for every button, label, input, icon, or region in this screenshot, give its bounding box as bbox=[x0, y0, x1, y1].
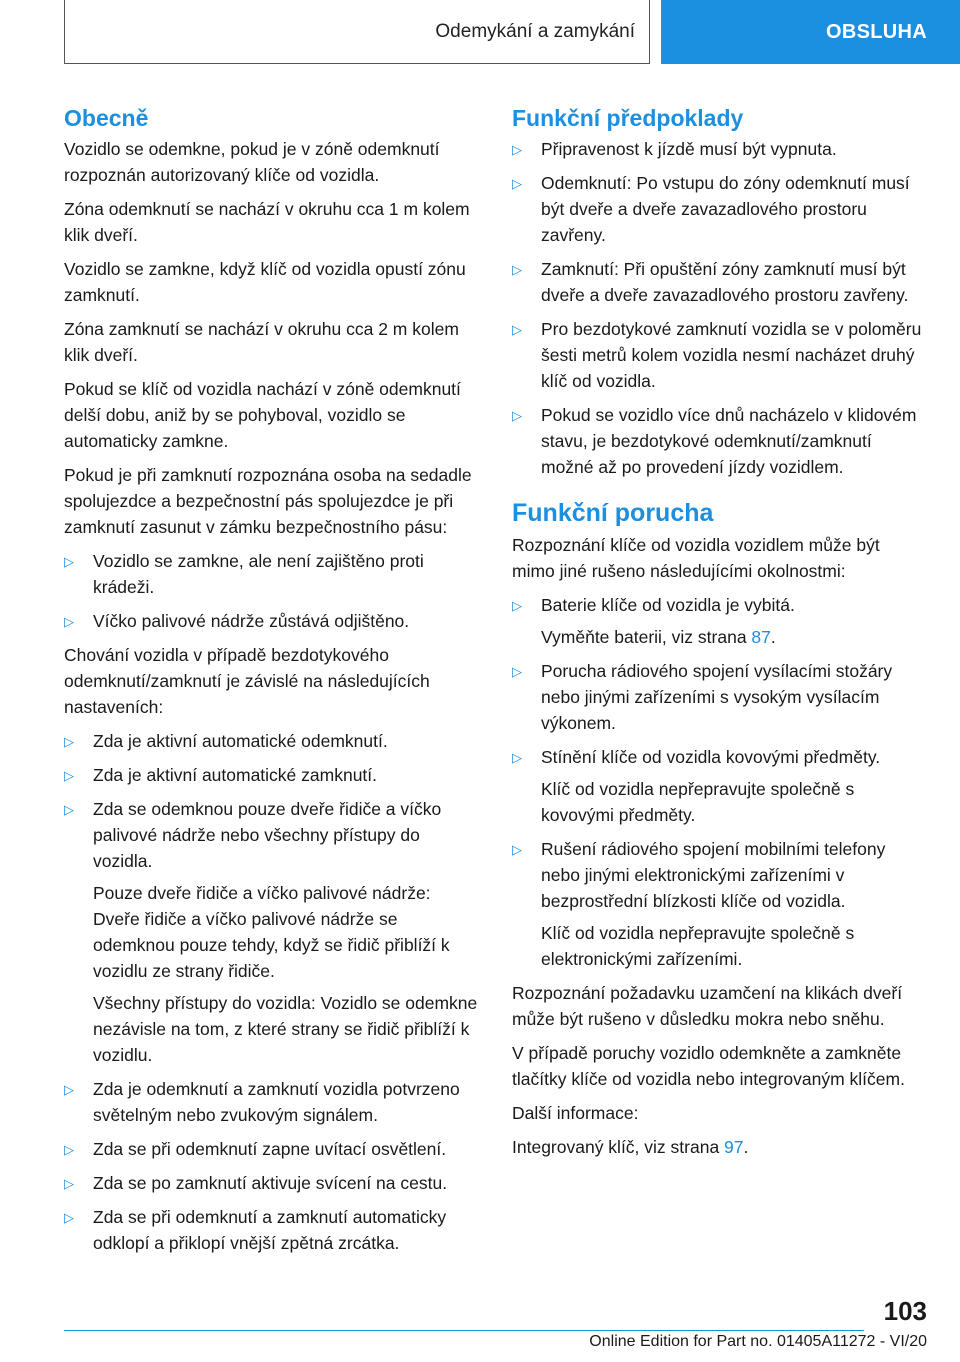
list-item: ▷ Porucha rádiového spojení vysílacími stožáry nebo jinými zařízeními s vysokým vysílacím výkonem. bbox=[512, 661, 893, 733]
left-column bbox=[64, 100, 478, 1264]
paragraph: Zóna zamknutí se nachází v okruhu cca 2 m kolem klik dveří. bbox=[64, 319, 459, 365]
triangle-bullet-icon: ▷ bbox=[64, 554, 74, 569]
bullet-list bbox=[64, 728, 478, 1256]
list-item: ▷ Zda se při odemknutí a zamknutí automaticky odklopí a přiklopí vnější zpětná zrcátka. bbox=[64, 1207, 447, 1253]
list-item: ▷ Zda se při odemknutí zapne uvítací osvětlení. bbox=[64, 1136, 478, 1162]
triangle-bullet-icon: ▷ bbox=[512, 176, 522, 191]
paragraph: Zóna odemknutí se nachází v okruhu cca 1 m kolem klik dveří. bbox=[64, 199, 470, 245]
chapter-title: Odemykání a zamykání bbox=[435, 20, 635, 42]
list-item: ▷ Zamknutí: Při opuštění zóny zamknutí musí být dveře a dveře zavazadlového prostoru zavřeny. bbox=[512, 259, 909, 305]
triangle-bullet-icon: ▷ bbox=[64, 1082, 74, 1097]
page-number: 103 bbox=[883, 1296, 927, 1326]
paragraph: V případě poruchy vozidlo odemkněte a zamkněte tlačítky klíče od vozidla nebo integrovaným klíčem. bbox=[512, 1043, 905, 1089]
triangle-bullet-icon: ▷ bbox=[512, 262, 522, 277]
list-item: ▷ Odemknutí: Po vstupu do zóny odemknutí musí být dveře a dveře zavazadlového prostoru zavřeny. bbox=[512, 173, 910, 245]
list-item: ▷ Zda se odemknou pouze dveře řidiče a víčko palivové nádrže nebo všechny přístupy do vozidla. Pouze dveře řidiče a víčko palivové nádrže: Dveře řidiče a víčko palivové nádrže se odemknou pouze tehdy, když se řidič přiblíží k vozidlu ze strany řidiče. Všechny přístupy do vozidla: Vozidlo se odemkne nezávisle na tom, z které strany se řidič přiblíží k vozidlu. bbox=[64, 796, 478, 1068]
chapter-header bbox=[64, 0, 650, 64]
triangle-bullet-icon: ▷ bbox=[64, 1176, 74, 1191]
paragraph: Rozpoznání požadavku uzamčení na klikách dveří může být rušeno v důsledku mokra nebo sněhu. bbox=[512, 983, 903, 1029]
list-item: ▷ Vozidlo se zamkne, ale není zajištěno proti krádeži. bbox=[64, 551, 424, 597]
heading-prerequisites: Funkční předpoklady bbox=[512, 105, 744, 131]
list-item: ▷ Pokud se vozidlo více dnů nacházelo v klidovém stavu, je bezdotykové odemknutí/zamknutí možné až po provedení jízdy vozidlem. bbox=[512, 405, 917, 477]
heading-malfunction: Funkční porucha bbox=[512, 499, 714, 527]
section-title: OBSLUHA bbox=[826, 20, 927, 43]
paragraph: Vozidlo se zamkne, když klíč od vozidla opustí zónu zamknutí. bbox=[64, 259, 466, 305]
list-item: ▷ Pro bezdotykové zamknutí vozidla se v poloměru šesti metrů kolem vozidla nesmí nacházet druhý klíč od vozidla. bbox=[512, 319, 922, 391]
triangle-bullet-icon: ▷ bbox=[512, 408, 522, 423]
triangle-bullet-icon: ▷ bbox=[64, 1210, 74, 1225]
list-subtext: Vyměňte baterii, viz strana 87. bbox=[541, 627, 776, 647]
triangle-bullet-icon: ▷ bbox=[512, 142, 522, 157]
triangle-bullet-icon: ▷ bbox=[64, 802, 74, 817]
paragraph: Další informace: bbox=[512, 1103, 639, 1123]
list-item: ▷ Připravenost k jízdě musí být vypnuta. bbox=[512, 136, 926, 162]
paragraph: Pokud je při zamknutí rozpoznána osoba na sedadle spolujezdce a bezpečnostní pás spolujezdce je při zamknutí zasunut v zámku bezpečnostního pásu: bbox=[64, 465, 472, 537]
footer-divider bbox=[64, 1330, 864, 1331]
page-link-87[interactable]: 87 bbox=[751, 627, 771, 647]
list-item: ▷ Stínění klíče od vozidla kovovými předměty. Klíč od vozidla nepřepravujte společně s kovovými předměty. bbox=[512, 744, 926, 828]
triangle-bullet-icon: ▷ bbox=[64, 768, 74, 783]
triangle-bullet-icon: ▷ bbox=[512, 322, 522, 337]
paragraph: Vozidlo se odemkne, pokud je v zóně odemknutí rozpoznán autorizovaný klíče od vozidla. bbox=[64, 139, 440, 185]
triangle-bullet-icon: ▷ bbox=[64, 614, 74, 629]
list-item: ▷ Víčko palivové nádrže zůstává odjištěno. bbox=[64, 608, 478, 634]
triangle-bullet-icon: ▷ bbox=[64, 734, 74, 749]
triangle-bullet-icon: ▷ bbox=[512, 664, 522, 679]
section-tab[interactable] bbox=[661, 0, 960, 64]
list-item: ▷ Baterie klíče od vozidla je vybitá. Vyměňte baterii, viz strana 87. bbox=[512, 592, 926, 650]
page-link-97[interactable]: 97 bbox=[724, 1137, 744, 1157]
right-column bbox=[512, 100, 926, 1168]
bullet-list bbox=[512, 136, 926, 480]
list-subtext: Klíč od vozidla nepřepravujte společně s kovovými předměty. bbox=[541, 779, 855, 825]
paragraph: Chování vozidla v případě bezdotykového odemknutí/zamknutí je závislé na následujících nastaveních: bbox=[64, 645, 430, 717]
edition-note: Online Edition for Part no. 01405A11272 - VI/20 bbox=[589, 1333, 927, 1350]
paragraph: Rozpoznání klíče od vozidla vozidlem může být mimo jiné rušeno následujícími okolnostmi: bbox=[512, 535, 880, 581]
list-item: ▷ Zda se po zamknutí aktivuje svícení na cestu. bbox=[64, 1170, 478, 1196]
bullet-list bbox=[64, 548, 478, 634]
paragraph: Integrovaný klíč, viz strana 97. bbox=[512, 1137, 749, 1157]
list-subtext: Pouze dveře řidiče a víčko palivové nádrže: Dveře řidiče a víčko palivové nádrže se odemknou pouze tehdy, když se řidič přiblíží k vozidlu ze strany řidiče. bbox=[93, 883, 450, 981]
triangle-bullet-icon: ▷ bbox=[512, 750, 522, 765]
list-item: ▷ Rušení rádiového spojení mobilními telefony nebo jinými elektronickými zařízeními v bezprostřední blízkosti klíče od vozidla. Klíč od vozidla nepřepravujte společně s elektronickými zařízeními. bbox=[512, 836, 926, 972]
list-item: ▷ Zda je aktivní automatické zamknutí. bbox=[64, 762, 478, 788]
triangle-bullet-icon: ▷ bbox=[512, 598, 522, 613]
list-item: ▷ Zda je odemknutí a zamknutí vozidla potvrzeno světelným nebo zvukovým signálem. bbox=[64, 1079, 460, 1125]
triangle-bullet-icon: ▷ bbox=[512, 842, 522, 857]
list-subtext: Klíč od vozidla nepřepravujte společně s elektronickými zařízeními. bbox=[541, 923, 855, 969]
heading-general: Obecně bbox=[64, 105, 149, 131]
paragraph: Pokud se klíč od vozidla nachází v zóně odemknutí delší dobu, aniž by se pohyboval, vozidlo se automaticky zamkne. bbox=[64, 379, 461, 451]
list-item: ▷ Zda je aktivní automatické odemknutí. bbox=[64, 728, 478, 754]
triangle-bullet-icon: ▷ bbox=[64, 1142, 74, 1157]
list-subtext: Všechny přístupy do vozidla: Vozidlo se odemkne nezávisle na tom, z které strany se řidič přiblíží k vozidlu. bbox=[93, 993, 478, 1065]
bullet-list bbox=[512, 592, 926, 972]
